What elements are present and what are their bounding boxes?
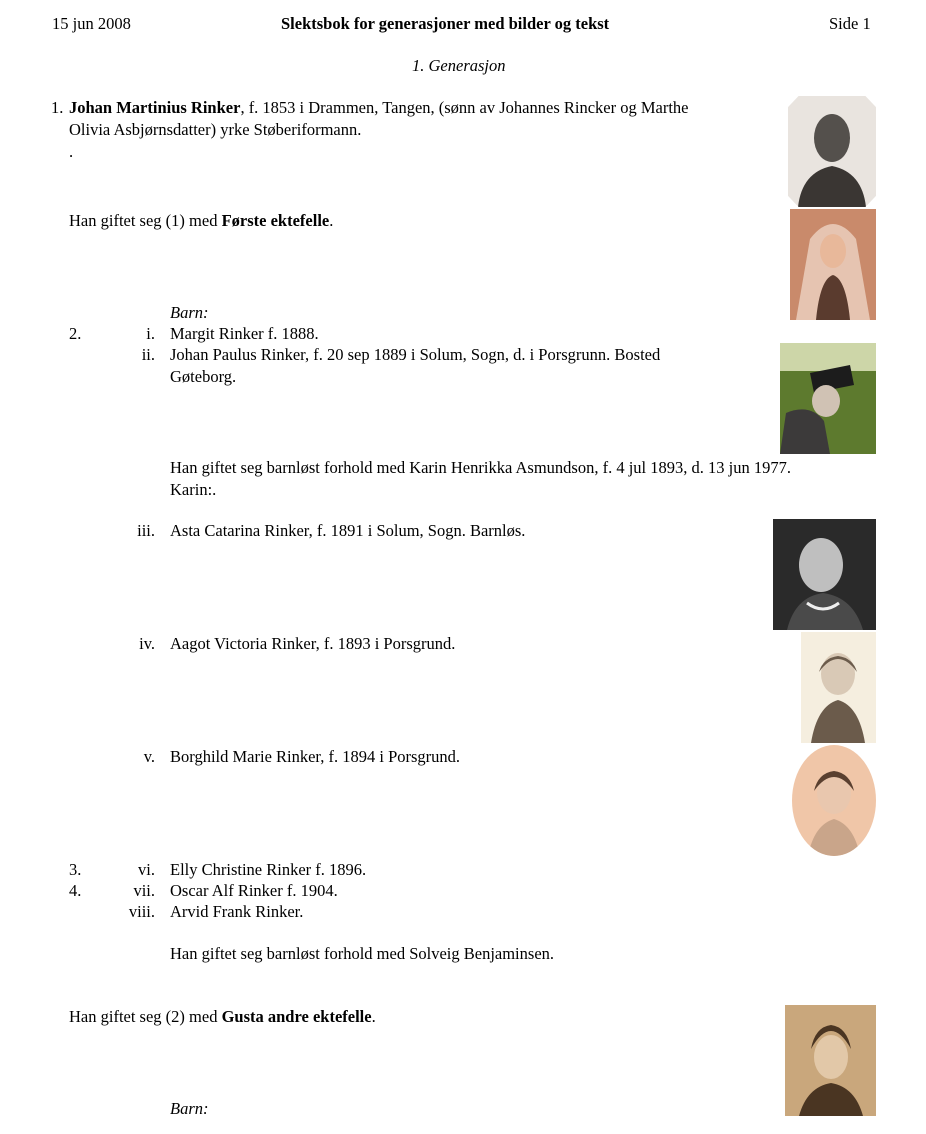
marriage-2-prefix: Han giftet seg (2) med — [69, 1007, 222, 1026]
child-text: Borghild Marie Rinker, f. 1894 i Porsgrund. — [170, 747, 461, 766]
child-roman: iii. — [137, 521, 155, 540]
child-roman: v. — [143, 747, 155, 766]
portrait-photo-asta — [773, 519, 876, 630]
portrait-gusta-image — [785, 1005, 876, 1116]
children-label-2: Barn: — [170, 1099, 209, 1118]
header-date: 15 jun 2008 — [52, 14, 131, 33]
marriage-1-spouse: Første ektefelle — [221, 211, 330, 230]
child-roman: i. — [146, 324, 155, 343]
child-roman: viii. — [128, 902, 155, 921]
marriage-2-suffix: . — [371, 1007, 376, 1026]
child-gen-number: 3. — [69, 860, 82, 879]
person-line-3: . — [69, 142, 74, 161]
child-gen-number: 4. — [69, 881, 82, 900]
child-text: Elly Christine Rinker f. 1896. — [170, 860, 367, 879]
child-text: Margit Rinker f. 1888. — [170, 324, 319, 343]
child-roman: vi. — [138, 860, 155, 879]
child-roman: vii. — [133, 881, 155, 900]
portrait-johan-image — [788, 96, 876, 207]
child-roman: iv. — [139, 634, 155, 653]
portrait-photo-aagot — [801, 632, 876, 743]
person-details: , f. 1853 i Drammen, Tangen, (sønn av Johannes Rincker og Marthe — [240, 98, 689, 117]
marriage-2 — [69, 1006, 376, 1028]
marriage-2-spouse: Gusta andre ektefelle — [221, 1007, 372, 1026]
person-number: 1. — [51, 98, 64, 117]
child-text-cont: Gøteborg. — [170, 367, 237, 386]
portrait-photo-johan — [788, 96, 876, 207]
child-ii-marriage-cont: Karin:. — [170, 480, 217, 499]
portrait-photo-first-wife — [790, 209, 876, 320]
marriage-1-prefix: Han giftet seg (1) med — [69, 211, 222, 230]
portrait-first-wife-image — [790, 209, 876, 320]
child-roman: ii. — [141, 345, 155, 364]
portrait-photo-johan-paulus — [780, 343, 876, 454]
child-text: Arvid Frank Rinker. — [170, 902, 304, 921]
portrait-photo-borghild — [792, 745, 876, 856]
portrait-photo-gusta — [785, 1005, 876, 1116]
child-text: Oscar Alf Rinker f. 1904. — [170, 881, 338, 900]
portrait-johan-paulus-image — [780, 343, 876, 454]
marriage-1 — [69, 210, 333, 232]
header-title: Slektsbok for generasjoner med bilder og tekst — [281, 14, 610, 33]
portrait-asta-image — [773, 519, 876, 630]
child-ii-marriage: Han giftet seg barnløst forhold med Karin Henrikka Asmundson, f. 4 jul 1893, d. 13 jun 1977. — [170, 458, 791, 477]
person-name: Johan Martinius Rinker — [69, 98, 241, 117]
child-gen-number: 2. — [69, 324, 82, 343]
portrait-borghild-image — [792, 745, 876, 856]
person-line-1 — [69, 97, 689, 119]
person-line-2: Olivia Asbjørnsdatter) yrke Støberiformann. — [69, 120, 362, 139]
marriage-1-suffix: . — [329, 211, 334, 230]
child-viii-marriage: Han giftet seg barnløst forhold med Solveig Benjaminsen. — [170, 944, 555, 963]
child-text: Aagot Victoria Rinker, f. 1893 i Porsgrund. — [170, 634, 456, 653]
generation-heading: 1. Generasjon — [412, 56, 506, 75]
child-text: Johan Paulus Rinker, f. 20 sep 1889 i Solum, Sogn, d. i Porsgrunn. Bosted — [170, 345, 661, 364]
child-text: Asta Catarina Rinker, f. 1891 i Solum, Sogn. Barnløs. — [170, 521, 526, 540]
portrait-aagot-image — [801, 632, 876, 743]
header-page: Side 1 — [829, 14, 871, 33]
children-label-1: Barn: — [170, 303, 209, 322]
